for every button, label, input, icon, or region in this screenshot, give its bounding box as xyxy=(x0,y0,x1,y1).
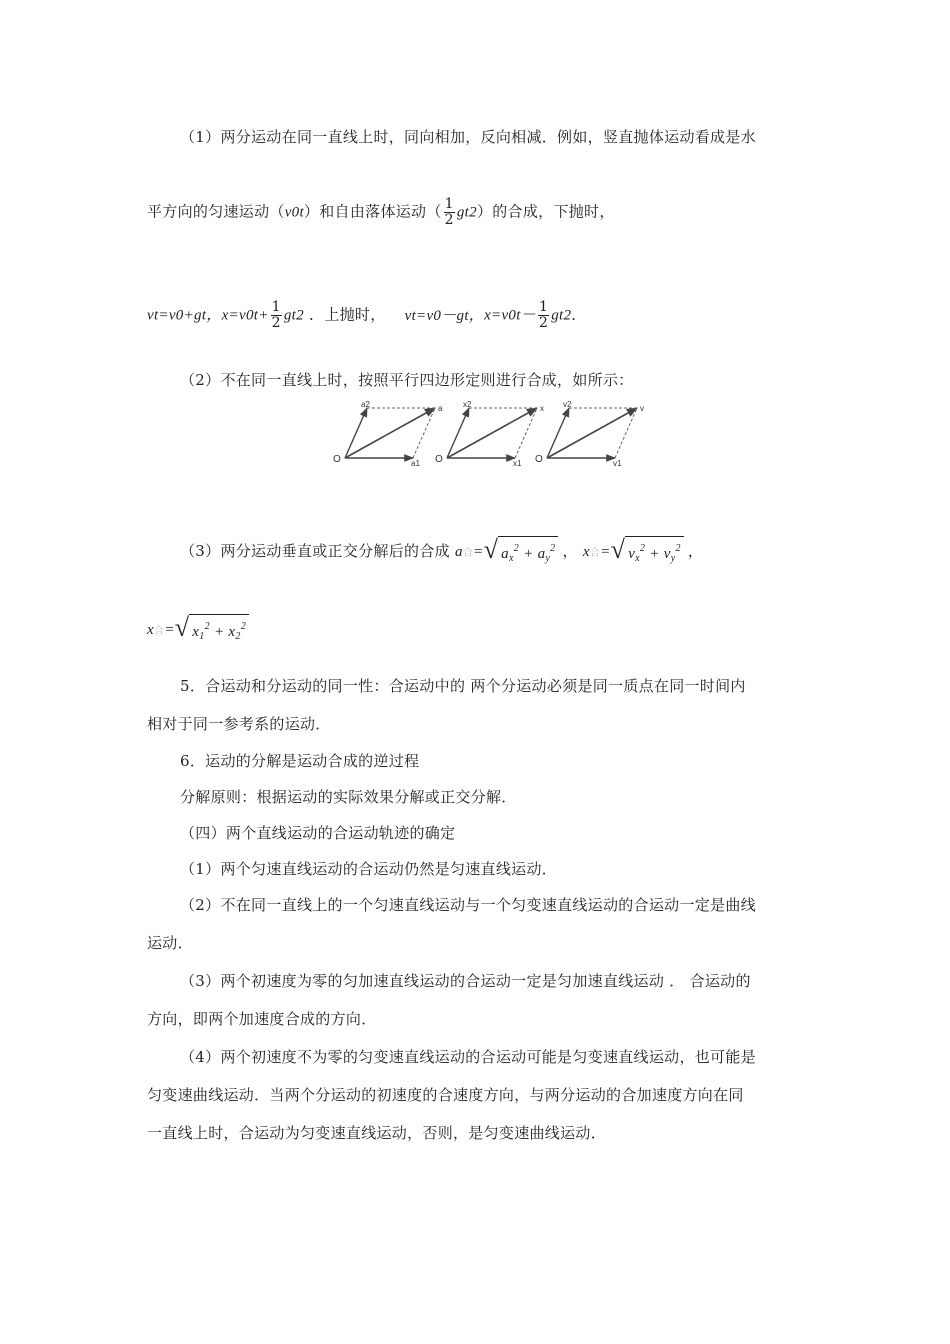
dashed-right-side xyxy=(413,408,435,458)
resultant-vector xyxy=(547,408,637,458)
origin-label: O xyxy=(333,454,341,465)
vector-label-top: v2 xyxy=(563,400,572,409)
gt2-formula: gt2 xyxy=(456,204,477,221)
body-line-10: 方向，即两个加速度合成的方向． xyxy=(147,1010,377,1028)
para-1-line-2 xyxy=(147,197,615,228)
vector-label-bottom: x1 xyxy=(513,459,522,468)
up-vt-formula: vt=v0－gt， xyxy=(404,307,485,324)
body-line-7: （2）不在同一直线上的一个匀速直线运动与一个匀变速直线运动的合运动一定是曲线 xyxy=(180,896,756,914)
down-half-fraction: $\frac{1}{2}$ xyxy=(271,299,281,331)
body-line-4: 分解原则：根据运动的实际效果分解或正交分解． xyxy=(180,788,517,806)
half-fraction: $\frac{1}{2}$ xyxy=(444,196,454,228)
origin-label: O xyxy=(535,454,543,465)
body-line-13: 一直线上时，合运动为匀变速直线运动，否则，是匀变速曲线运动． xyxy=(147,1124,607,1142)
para-1-text-c: ）的合成，下抛时， xyxy=(476,202,615,221)
up-throw-label: ．上抛时， xyxy=(309,305,386,324)
component-vector-top xyxy=(547,408,569,458)
body-line-2: 相对于同一参考系的运动． xyxy=(147,715,331,733)
body-line-12: 匀变速曲线运动．当两个分运动的初速度的合速度方向，与两分运动的合加速度方向在同 xyxy=(147,1086,744,1104)
resultant-vector xyxy=(447,408,537,458)
vector-label-resultant: x xyxy=(540,404,544,413)
body-line-11: （4）两个初速度不为零的匀变速直线运动的合运动可能是匀变速直线运动，也可能是 xyxy=(180,1048,756,1066)
formula-line xyxy=(147,300,587,331)
up-half-fraction: $\frac{1}{2}$ xyxy=(539,299,549,331)
para-2: （2）不在同一直线上时，按照平行四边形定则进行合成，如所示： xyxy=(180,371,634,389)
body-line-9: （3）两个初速度为零的匀加速直线运动的合运动一定是匀加速直线运动 ． 合运动的 xyxy=(180,972,751,990)
up-x-formula: x=v0t－ xyxy=(484,307,536,324)
origin-label: O xyxy=(435,454,443,465)
para-3-text: （3）两分运动垂直或正交分解后的合成 xyxy=(180,542,450,560)
v0t-formula: v0t xyxy=(284,204,304,221)
component-vector-top xyxy=(447,408,469,458)
dashed-right-side xyxy=(615,408,637,458)
body-line-3: 6．运动的分解是运动合成的逆过程 xyxy=(180,752,420,770)
para-1-line-1: （1）两分运动在同一直线上时，同向相加，反向相减．例如，竖直抛体运动看成是水 xyxy=(180,128,756,146)
x-combined-formula: x合= √ $x_1^2 + x_2^2$ xyxy=(147,614,249,647)
down-gt2: gt2 xyxy=(283,307,304,324)
component-vector-top xyxy=(345,408,367,458)
body-line-8: 运动． xyxy=(147,934,193,952)
vector-label-resultant: a xyxy=(438,404,443,413)
dashed-right-side xyxy=(515,408,537,458)
down-vt-formula: vt=v0+gt， xyxy=(147,307,222,324)
body-line-5: （四）两个直线运动的合运动轨迹的确定 xyxy=(180,824,456,842)
vector-label-top: a2 xyxy=(361,400,370,409)
vector-label-resultant: v xyxy=(640,404,644,413)
body-line-1: 5．合运动和分运动的同一性：合运动中的 两个分运动必须是同一质点在同一时间内 xyxy=(180,677,746,695)
end-period: ． xyxy=(571,305,587,324)
resultant-vector xyxy=(345,408,435,458)
down-x-formula: x=v0t+ xyxy=(221,307,269,324)
v-combined-formula: x合= √ $v_x^2 + v_y^2$ xyxy=(583,544,688,560)
vector-label-top: x2 xyxy=(463,400,472,409)
para-1-text-a: 平方向的匀速运动（ xyxy=(147,202,285,221)
body-line-6: （1）两个匀速直线运动的合运动仍然是匀速直线运动． xyxy=(180,860,558,878)
up-gt2: gt2 xyxy=(551,307,572,324)
vector-label-bottom: a1 xyxy=(411,459,420,468)
para-3: （3）两分运动垂直或正交分解后的合成 a合= √ $a_x^2 + a_y^2$ ， x合= √ $v_x^2 + v_y^2$ ， xyxy=(180,536,703,569)
parallelogram-diagrams xyxy=(330,400,650,480)
a-combined-formula: a合= √ $a_x^2 + a_y^2$ xyxy=(455,544,562,560)
para-1-text-b: ）和自由落体运动（ xyxy=(303,202,442,221)
vector-label-bottom: v1 xyxy=(613,459,622,468)
